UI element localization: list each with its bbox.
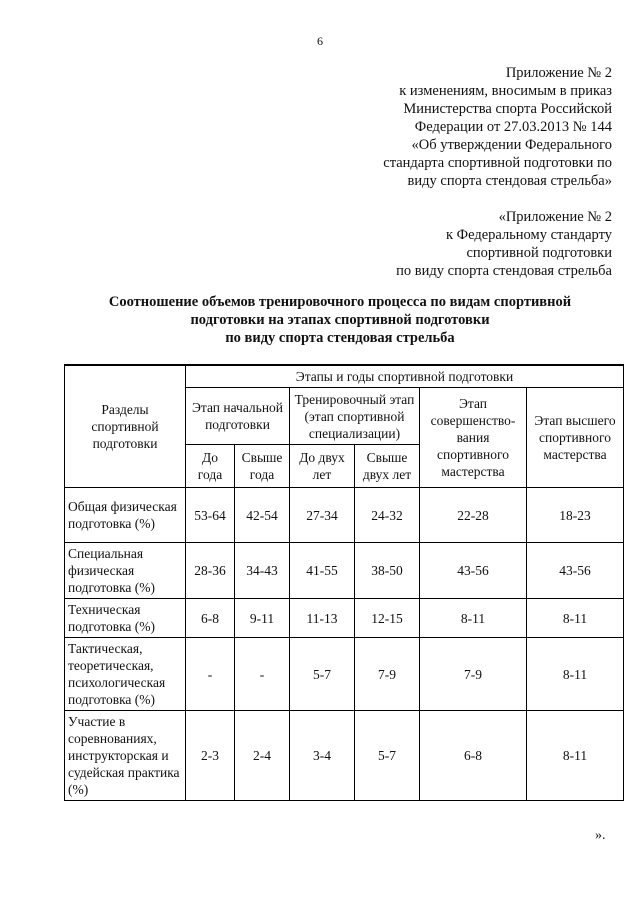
table-cell: 5-7: [355, 711, 420, 801]
standard-appendix-line: спортивной подготовки: [466, 245, 612, 261]
table-cell: 6-8: [186, 599, 235, 638]
table-cell: 2-3: [186, 711, 235, 801]
table-cell: 38-50: [355, 543, 420, 599]
table-cell: 9-11: [235, 599, 290, 638]
table-cell: 3-4: [290, 711, 355, 801]
table-cell: 2-4: [235, 711, 290, 801]
standard-appendix-header: [396, 208, 612, 280]
appendix-header-line: к изменениям, вносимым в приказ: [399, 83, 612, 99]
table-cell: 5-7: [290, 638, 355, 711]
row-label: Специальная физическая подготовка (%): [65, 543, 186, 599]
standard-appendix-line: «Приложение № 2: [498, 209, 612, 225]
subheader-upto-two-years: До двух лет: [290, 445, 355, 488]
appendix-header-line: стандарта спортивной подготовки по: [383, 155, 612, 171]
subheader-over-two-years: Свыше двух лет: [355, 445, 420, 488]
section-column-header: Разделы спортивной подготовки: [65, 365, 186, 488]
appendix-header-line: Министерства спорта Российской: [403, 101, 612, 117]
stage-initial-header: Этап начальной подготовки: [186, 388, 290, 445]
table-cell: 11-13: [290, 599, 355, 638]
table-cell: 53-64: [186, 488, 235, 543]
table-cell: 28-36: [186, 543, 235, 599]
document-title-line: по виду спорта стендовая стрельба: [225, 330, 455, 346]
subheader-upto-year: До года: [186, 445, 235, 488]
table-cell: 8-11: [527, 638, 624, 711]
table-cell: 12-15: [355, 599, 420, 638]
appendix-header-line: виду спорта стендовая стрельба»: [407, 173, 612, 189]
row-label: Общая физическая подготовка (%): [65, 488, 186, 543]
table-row: [65, 711, 624, 801]
table-cell: 7-9: [355, 638, 420, 711]
document-title-line: Соотношение объемов тренировочного процесса по видам спортивной: [108, 294, 572, 310]
table-cell: 41-55: [290, 543, 355, 599]
table-row: [65, 638, 624, 711]
table-cell: -: [186, 638, 235, 711]
standard-appendix-line: по виду спорта стендовая стрельба: [396, 263, 612, 279]
row-label: Тактическая, теоретическая, психологическая подготовка (%): [65, 638, 186, 711]
subheader-over-year: Свыше года: [235, 445, 290, 488]
training-ratio-table: [64, 364, 624, 801]
closing-quote-mark: ».: [595, 828, 606, 843]
table-cell: 8-11: [527, 599, 624, 638]
table-row: [65, 543, 624, 599]
table-cell: 34-43: [235, 543, 290, 599]
table-row: [65, 599, 624, 638]
appendix-header: [383, 64, 612, 190]
stage-training-header: Тренировочный этап (этап спортивной специализации): [290, 388, 420, 445]
row-label: Техническая подготовка (%): [65, 599, 186, 638]
table-cell: 22-28: [420, 488, 527, 543]
table-cell: 7-9: [420, 638, 527, 711]
appendix-header-line: «Об утверждении Федерального: [411, 137, 612, 153]
page-number: 6: [317, 34, 323, 48]
row-label: Участие в соревнованиях, инструкторская и судейская практика (%): [65, 711, 186, 801]
appendix-header-line: Федерации от 27.03.2013 № 144: [414, 119, 612, 135]
table-cell: 42-54: [235, 488, 290, 543]
table-cell: 18-23: [527, 488, 624, 543]
table-cell: 43-56: [420, 543, 527, 599]
document-title: [0, 293, 640, 347]
table-cell: 43-56: [527, 543, 624, 599]
table-cell: 6-8: [420, 711, 527, 801]
stage-improvement-header: Этап совершенство-вания спортивного мастерства: [420, 388, 527, 488]
table-cell: 24-32: [355, 488, 420, 543]
stages-header: Этапы и годы спортивной подготовки: [186, 365, 624, 388]
table-cell: -: [235, 638, 290, 711]
table-row: [65, 488, 624, 543]
table-cell: 8-11: [420, 599, 527, 638]
table-header-row: [65, 365, 624, 388]
table-cell: 27-34: [290, 488, 355, 543]
table-cell: 8-11: [527, 711, 624, 801]
standard-appendix-line: к Федеральному стандарту: [445, 227, 612, 243]
appendix-header-line: Приложение № 2: [505, 65, 612, 81]
stage-highest-header: Этап высшего спортивного мастерства: [527, 388, 624, 488]
document-title-line: подготовки на этапах спортивной подготовки: [190, 312, 490, 328]
